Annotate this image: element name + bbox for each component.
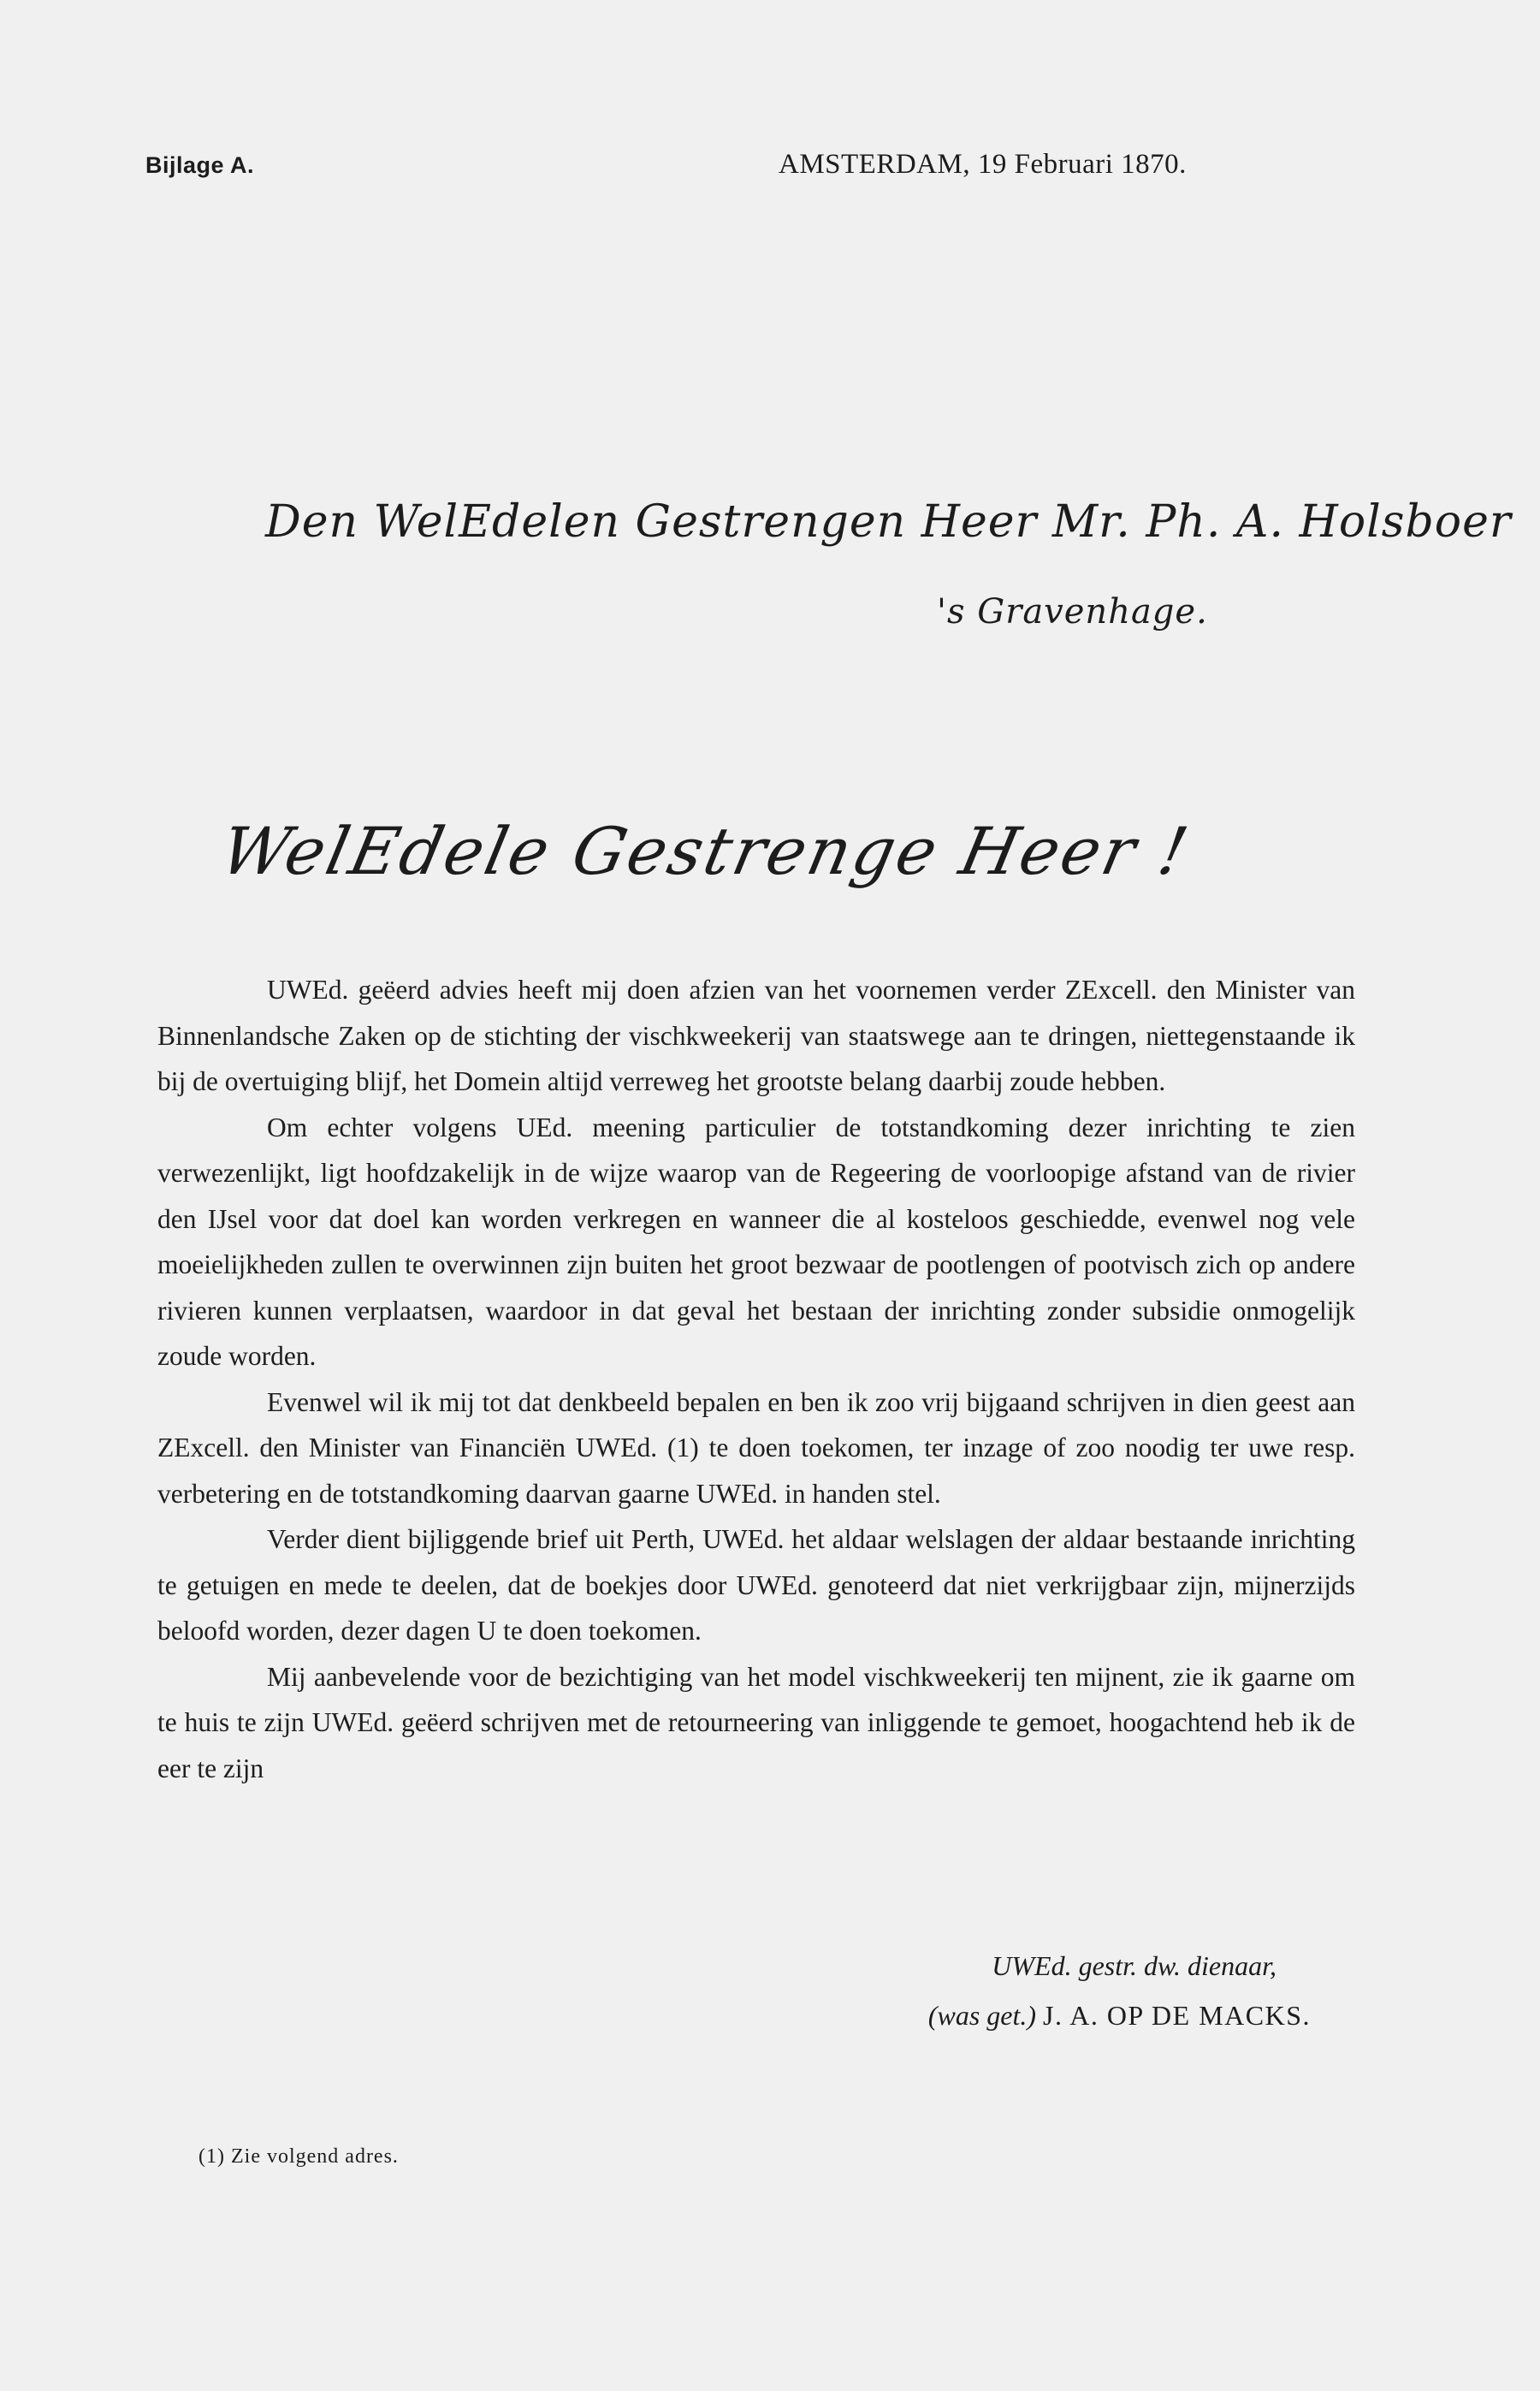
salutation: WelEdele Gestrenge Heer !: [214, 813, 1197, 889]
was-signed-label: (was get.): [927, 2000, 1037, 2031]
signature-block: [928, 1941, 1311, 2040]
paragraph: Om echter volgens UEd. meening particulier de totstandkoming dezer inrichting te zien verwezenlijkt, ligt hoofdzakelijk in de wijze waarop van de Regeering de voorloopige afstand van de rivier den IJsel voor dat doel kan worden verkregen en wanneer die al kosteloos geschiedde, evenwel nog vele moeielijkheden zullen te overwinnen zijn buiten het groot bezwaar de pootlengen of pootvisch zich op andere rivieren kunnen verplaatsen, waardoor in dat geval het bestaan der inrichting zonder subsidie onmogelijk zoude worden.: [157, 1112, 1355, 1371]
place-date: AMSTERDAM, 19 Februari 1870.: [779, 149, 1187, 180]
signature-line: [928, 1991, 1311, 2040]
attachment-label: Bijlage A.: [145, 152, 255, 178]
addressee-line: Den WelEdelen Gestrengen Heer Mr. Ph. A. Holsboer: [265, 496, 1512, 548]
paragraph: Evenwel wil ik mij tot dat denkbeeld bepalen en ben ik zoo vrij bijgaand schrijven in dien geest aan ZExcell. den Minister van Financiën UWEd. (1) te doen toekomen, ter inzage of zoo noodig ter uwe resp. verbetering en de totstandkoming daarvan gaarne UWEd. in handen stel.: [157, 1386, 1355, 1509]
addressee-city: 's Gravenhage.: [937, 592, 1208, 632]
signer-name: J. A. OP DE MACKS.: [1043, 2000, 1311, 2031]
letter-body: [157, 967, 1355, 1791]
paragraph: Verder dient bijliggende brief uit Perth, UWEd. het aldaar welslagen der aldaar bestaande inrichting te getuigen en mede te deelen, dat de boekjes door UWEd. genoteerd dat niet verkrijgbaar zijn, mijnerzijds beloofd worden, dezer dagen U te doen toekomen.: [157, 1524, 1355, 1646]
paragraph: UWEd. geëerd advies heeft mij doen afzien van het voornemen verder ZExcell. den Minister van Binnenlandsche Zaken op de stichting der vischkweekerij van staatswege aan te dringen, niettegenstaande ik bij de overtuiging blijf, het Domein altijd verreweg het grootste belang daarbij zoude hebben.: [157, 975, 1355, 1096]
paragraph: Mij aanbevelende voor de bezichtiging van het model vischkweekerij ten mijnent, zie ik gaarne om te huis te zijn UWEd. geëerd schrijven met de retourneering van inliggende te gemoet, hoogachtend heb ik de eer te zijn: [157, 1661, 1355, 1783]
closing-phrase: UWEd. gestr. dw. dienaar,: [992, 1950, 1276, 1981]
footnote: (1) Zie volgend adres.: [198, 2145, 399, 2168]
